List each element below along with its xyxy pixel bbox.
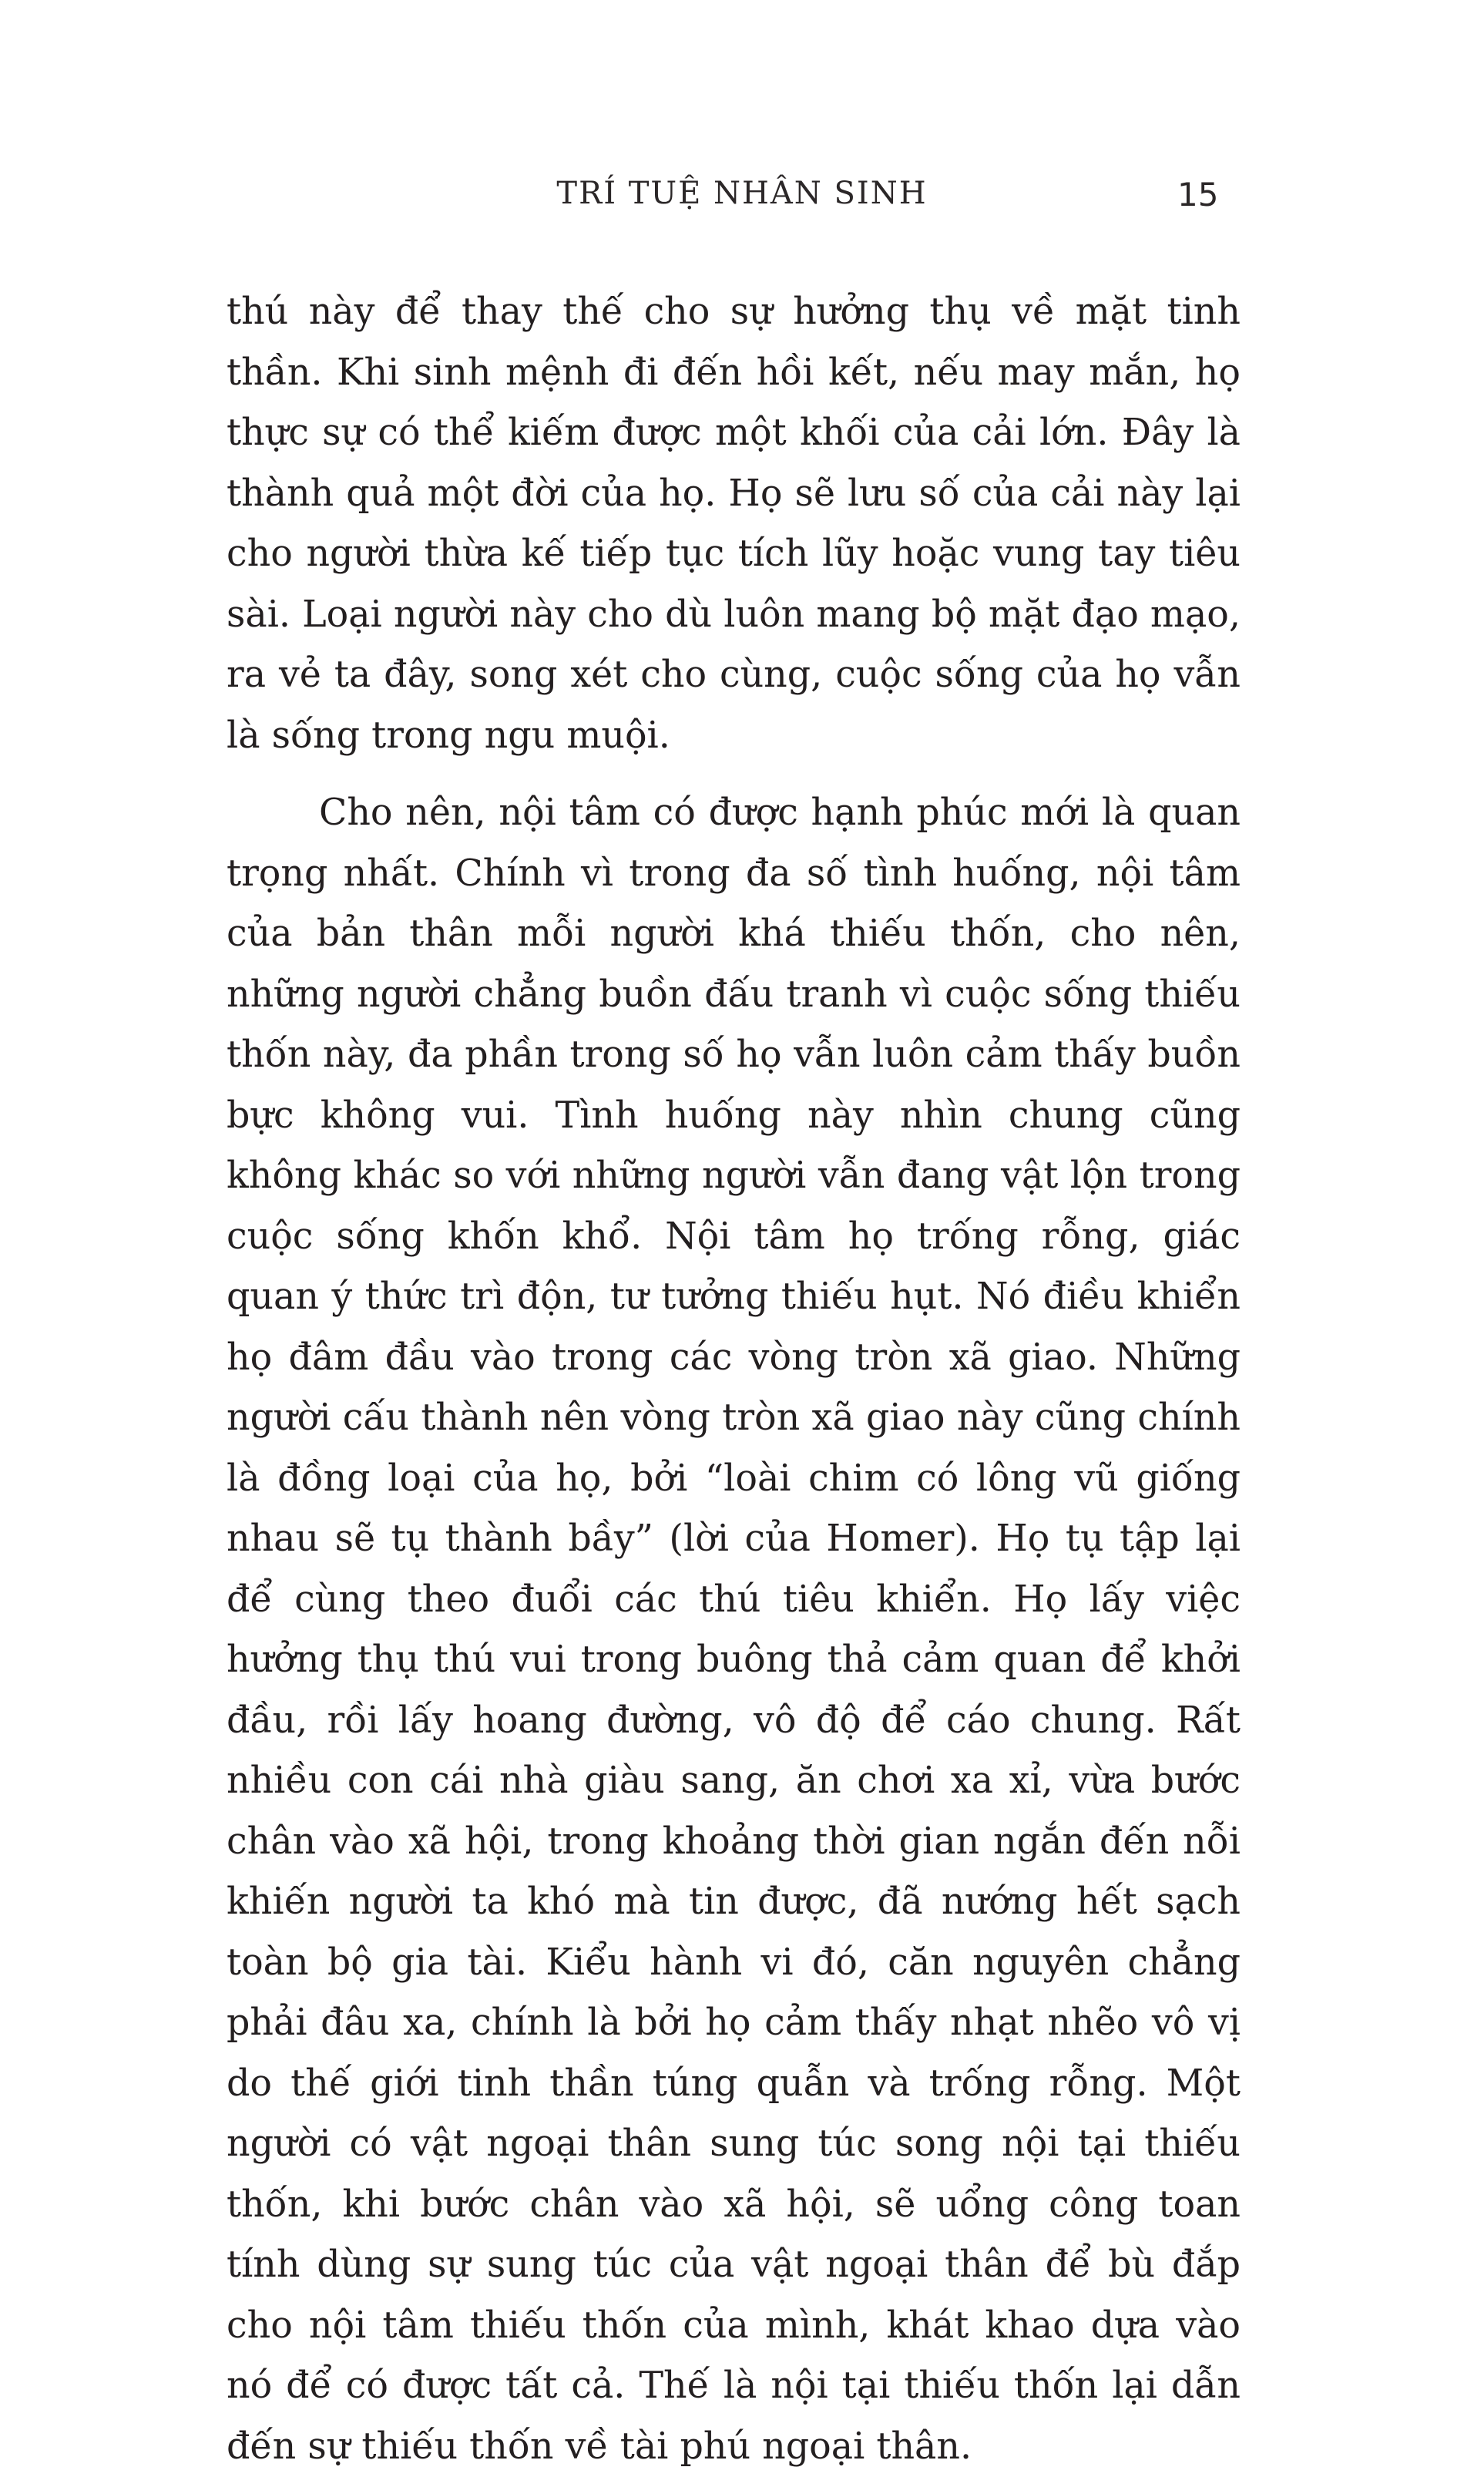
body-text [227, 282, 1241, 2477]
book-title: TRÍ TUỆ NHÂN SINH [556, 176, 928, 211]
paragraph-1: thú này để thay thế cho sự hưởng thụ về mặt tinh thần. Khi sinh mệnh đi đến hồi kết, nếu may mắn, họ thực sự có thể kiếm được một khối của cải lớn. Đây là thành quả một đời của họ. Họ sẽ lưu số của cải này lại cho người thừa kế tiếp tục tích lũy hoặc vung tay tiêu sài. Loại người này cho dù luôn mang bộ mặt đạo mạo, ra vẻ ta đây, song xét cho cùng, cuộc sống của họ vẫn là sống trong ngu muội. [227, 291, 1241, 757]
page-number: 15 [1177, 176, 1219, 213]
running-header [0, 176, 1484, 222]
paragraph-2: Cho nên, nội tâm có được hạnh phúc mới là quan trọng nhất. Chính vì trong đa số tình huống, nội tâm của bản thân mỗi người khá thiếu thốn, cho nên, những người chẳng buồn đấu tranh vì cuộc sống thiếu thốn này, đa phần trong số họ vẫn luôn cảm thấy buồn bực không vui. Tình huống này nhìn chung cũng không khác so với những người vẫn đang vật lộn trong cuộc sống khốn khổ. Nội tâm họ trống rỗng, giác quan ý thức trì độn, tư tưởng thiếu hụt. Nó điều khiển họ đâm đầu vào trong các vòng tròn xã giao. Những người cấu thành nên vòng tròn xã giao này cũng chính là đồng loại của họ, bởi “loài chim có lông vũ giống nhau sẽ tụ thành bầy” (lời của Homer). Họ tụ tập lại để cùng theo đuổi các thú tiêu khiển. Họ lấy việc hưởng thụ thú vui trong buông thả cảm quan để khởi đầu, rồi lấy hoang đường, vô độ để cáo chung. Rất nhiều con cái nhà giàu sang, ăn chơi xa xỉ, vừa bước chân vào xã hội, trong khoảng thời gian ngắn đến nỗi khiến người ta khó mà tin được, đã nướng hết sạch toàn bộ gia tài. Kiểu hành vi đó, căn nguyên chẳng phải đâu xa, chính là bởi họ cảm thấy nhạt nhẽo vô vị do thế giới tinh thần túng quẫn và trống rỗng. Một người có vật ngoại thân sung túc song nội tại thiếu thốn, khi bước chân vào xã hội, sẽ uổng công toan tính dùng sự sung túc của vật ngoại thân để bù đắp cho nội tâm thiếu thốn của mình, khát khao dựa vào nó để có được tất cả. Thế là nội tại thiếu thốn lại dẫn đến sự thiếu thốn về tài phú ngoại thân. [227, 791, 1241, 2468]
